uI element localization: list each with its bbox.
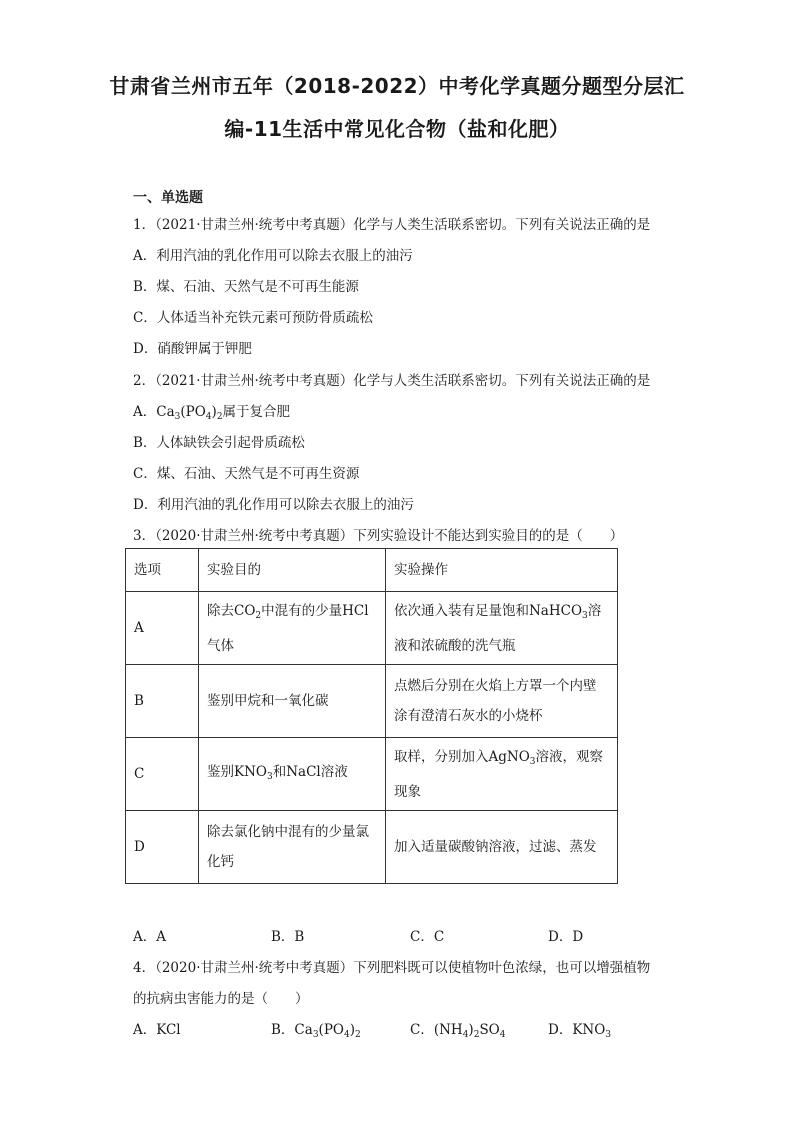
q2-option-a: A．$Ca_3(PO_4)_2$属于复合肥	[133, 404, 291, 422]
q2-option-d: D．利用汽油的乳化作用可以除去衣服上的油污	[133, 497, 414, 513]
table-cell-operation: 点燃后分别在火焰上方罩一个内壁涂有澄清石灰水的小烧杯	[386, 665, 618, 738]
table-cell-operation: 加入适量碳酸钠溶液，过滤、蒸发	[386, 811, 618, 884]
table-cell-operation: 依次通入装有足量饱和NaHCO$_3$溶液和浓硫酸的洗气瓶	[386, 592, 618, 665]
document-title-line2: 编-11生活中常见化合物（盐和化肥）	[224, 117, 570, 141]
table-cell-option: D	[126, 811, 199, 884]
q4-option-c: C．$(NH_4)_2SO_4$	[410, 1022, 506, 1040]
table-row	[126, 811, 618, 884]
table-row	[126, 665, 618, 738]
table-cell-goal: 除去$CO_2$中混有的少量HCl气体	[199, 592, 386, 665]
q4-option-a: A．KCl	[133, 1022, 181, 1038]
table-cell-goal: 除去氯化钠中混有的少量氯化钙	[199, 811, 386, 884]
section-heading: 一、单选题	[133, 190, 203, 206]
table-row	[126, 738, 618, 811]
table-cell-option: A	[126, 592, 199, 665]
q4-stem-line1: 4．（2020·甘肃兰州·统考中考真题）下列肥料既可以使植物叶色浓绿，也可以增强植物	[133, 960, 651, 976]
q2-option-b: B．人体缺铁会引起骨质疏松	[133, 435, 305, 451]
table-header-option: 选项	[126, 549, 199, 592]
q2-stem: 2．（2021·甘肃兰州·统考中考真题）化学与人类生活联系密切。下列有关说法正确的是	[133, 373, 651, 389]
q3-stem: 3．（2020·甘肃兰州·统考中考真题）下列实验设计不能达到实验目的的是（ ）	[133, 528, 624, 544]
table-cell-option: C	[126, 738, 199, 811]
q1-option-c: C．人体适当补充铁元素可预防骨质疏松	[133, 310, 373, 326]
q3-option-b: B．B	[271, 929, 305, 945]
q3-table	[125, 548, 618, 884]
q3-option-a: A．A	[133, 929, 166, 945]
table-cell-goal: 鉴别$KNO_3$和NaCl溶液	[199, 738, 386, 811]
q4-option-b: B．$Ca_3(PO_4)_2$	[271, 1022, 361, 1040]
q1-option-a: A．利用汽油的乳化作用可以除去衣服上的油污	[133, 248, 413, 264]
table-header-goal: 实验目的	[199, 549, 386, 592]
q3-option-d: D．D	[548, 929, 584, 945]
q4-option-d: D．$KNO_3$	[548, 1022, 612, 1040]
q1-option-d: D．硝酸钾属于钾肥	[133, 341, 252, 357]
table-cell-operation: 取样，分别加入AgNO$_3$溶液，观察现象	[386, 738, 618, 811]
q2-option-c: C．煤、石油、天然气是不可再生资源	[133, 466, 360, 482]
q4-stem-line2: 的抗病虫害能力的是（ ）	[133, 991, 309, 1007]
table-cell-option: B	[126, 665, 199, 738]
table-header-row	[126, 549, 618, 592]
q1-option-b: B．煤、石油、天然气是不可再生能源	[133, 279, 359, 295]
q1-stem: 1．（2021·甘肃兰州·统考中考真题）化学与人类生活联系密切。下列有关说法正确的是	[133, 217, 651, 233]
document-title-line1: 甘肃省兰州市五年（2018-2022）中考化学真题分题型分层汇	[109, 74, 685, 98]
table-header-operation: 实验操作	[386, 549, 618, 592]
q3-option-c: C．C	[410, 929, 445, 945]
table-row	[126, 592, 618, 665]
table-cell-goal: 鉴别甲烷和一氧化碳	[199, 665, 386, 738]
